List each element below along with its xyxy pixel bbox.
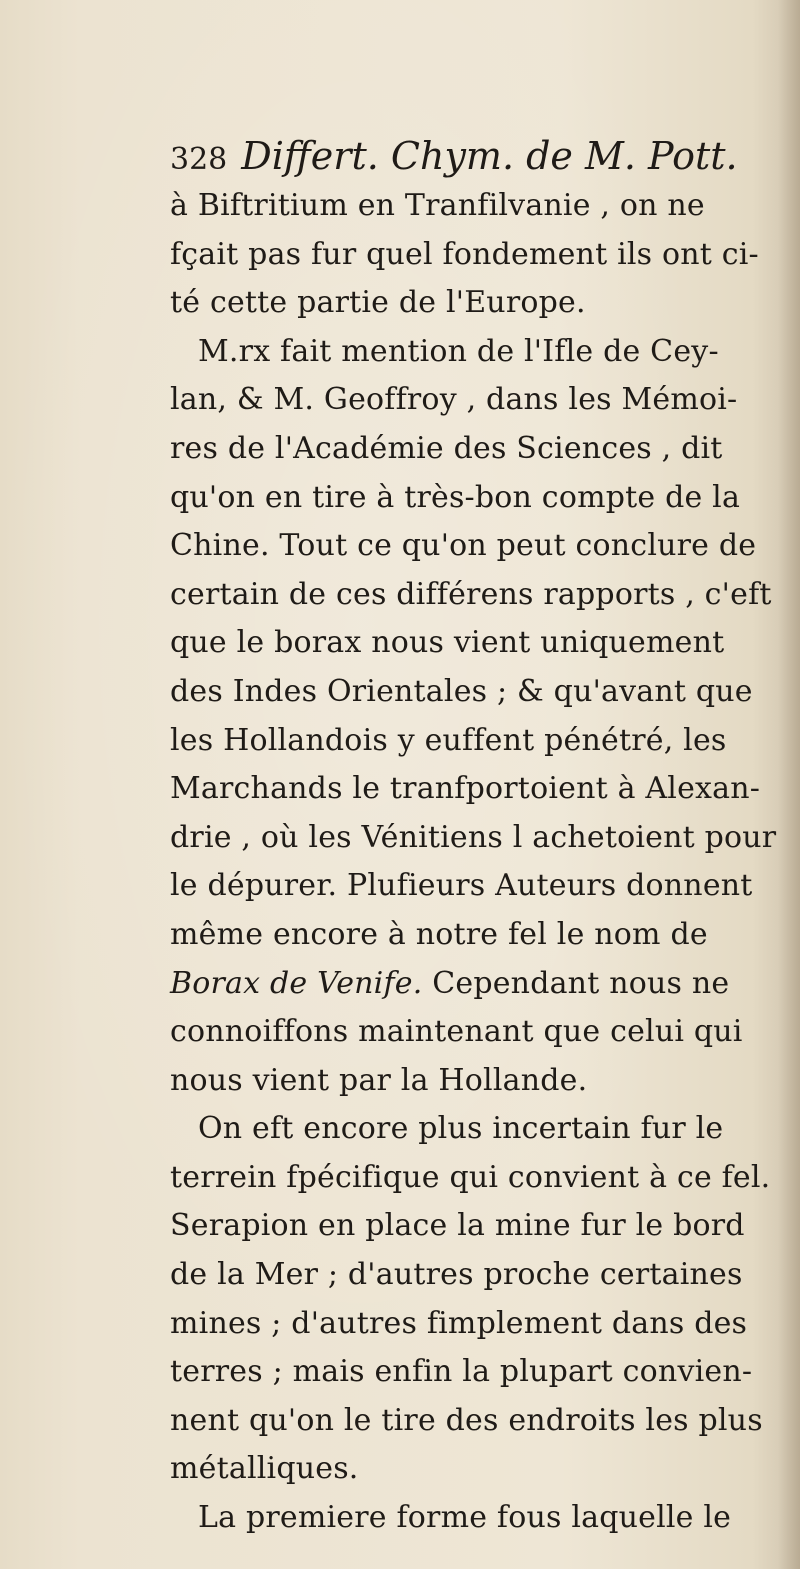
text-line: à Biftritium en Tranfilvanie , on ne <box>170 188 705 223</box>
text-line: de la Mer ; d'autres proche certaines <box>170 1257 743 1293</box>
text-line: les Hollandois y euffent pénétré, les <box>170 722 727 758</box>
text-line: terres ; mais enfin la plupart convien- <box>170 1354 753 1390</box>
paragraph-start-line: M.rx fait mention de l'Ifle de Cey- <box>198 333 719 369</box>
text-line: Serapion en place la mine fur le bord <box>170 1208 745 1244</box>
text-line: Chine. Tout ce qu'on peut conclure de <box>170 528 757 564</box>
text-line-with-italic <box>170 960 770 1009</box>
paragraph-start-line: On eft encore plus incertain fur le <box>198 1111 724 1147</box>
running-title: Differt. Chym. de M. Pott. <box>241 134 738 178</box>
text-line: drie , où les Vénitiens l achetoient pour <box>170 819 777 855</box>
text-line: connoiffons maintenant que celui qui <box>170 1014 743 1050</box>
text-line: fçait pas fur quel fondement ils ont ci- <box>170 236 759 272</box>
page-header <box>170 132 770 180</box>
paragraph-start-line: La premiere forme fous laquelle le <box>198 1500 732 1536</box>
italic-term: Borax de Venife. <box>170 965 423 1001</box>
text-line: certain de ces différens rapports , c'eft <box>170 576 772 612</box>
text-line: même encore à notre fel le nom de <box>170 916 708 952</box>
text-line: Marchands le tranfportoient à Alexan- <box>170 771 761 807</box>
text-line: terrein fpécifique qui convient à ce fel. <box>170 1159 771 1195</box>
text-line-rest: Cependant nous ne <box>422 965 730 1001</box>
text-line: que le borax nous vient uniquement <box>170 625 725 661</box>
text-line: qu'on en tire à très-bon compte de la <box>170 479 741 515</box>
text-line: res de l'Académie des Sciences , dit <box>170 430 723 466</box>
text-line: des Indes Orientales ; & qu'avant que <box>170 673 753 709</box>
text-line: le dépurer. Plufieurs Auteurs donnent <box>170 868 753 904</box>
body-text <box>170 182 777 1543</box>
text-line: mines ; d'autres fimplement dans des <box>170 1305 748 1341</box>
page-number: 328 <box>170 142 228 177</box>
text-line: lan, & M. Geoffroy , dans les Mémoi- <box>170 382 738 418</box>
text-line: nent qu'on le tire des endroits les plus <box>170 1402 763 1438</box>
text-line: té cette partie de l'Europe. <box>170 285 586 321</box>
page-edge-shadow <box>778 0 800 1569</box>
text-line: nous vient par la Hollande. <box>170 1062 588 1098</box>
text-line: métalliques. <box>170 1451 359 1487</box>
